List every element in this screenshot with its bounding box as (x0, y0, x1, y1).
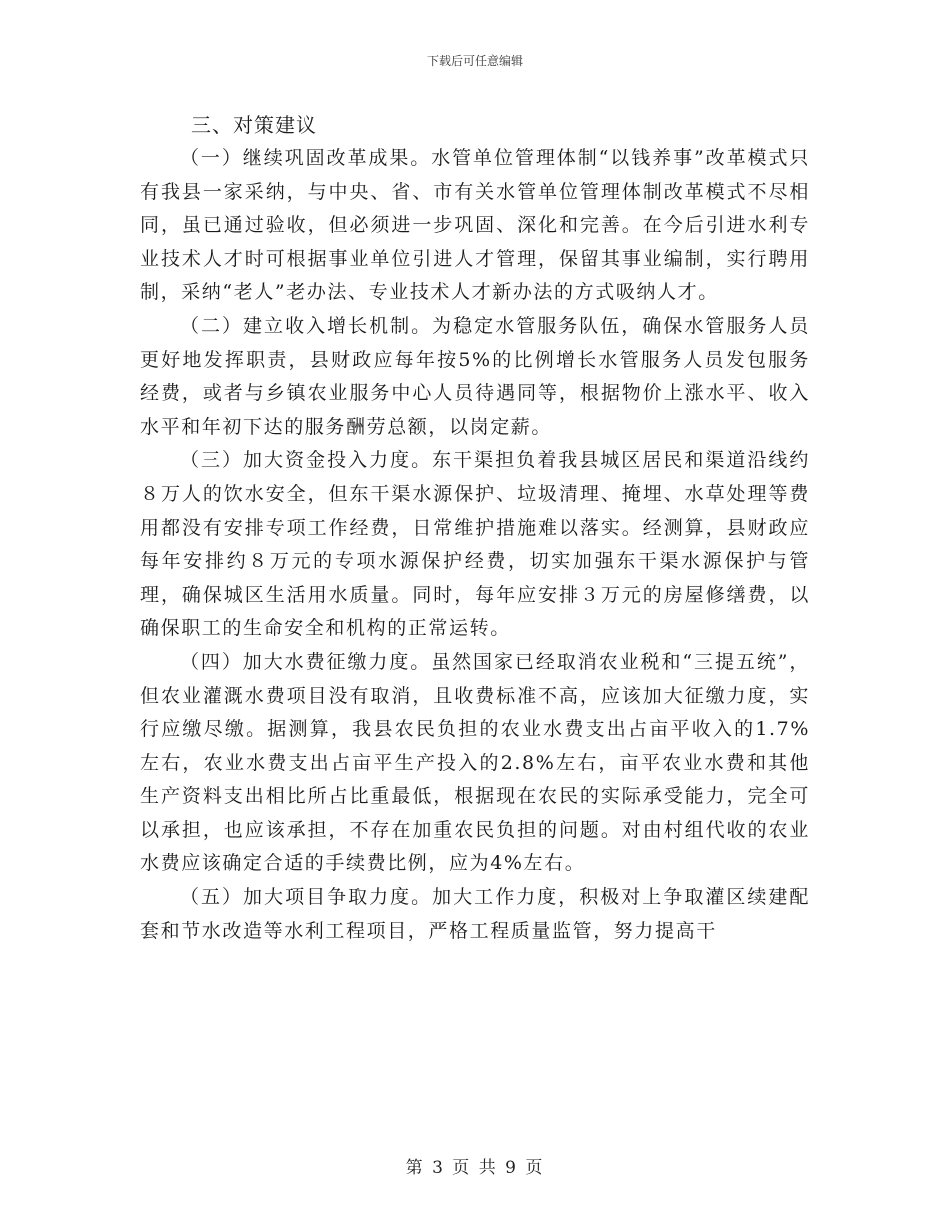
paragraph-2: （二）建立收入增长机制。为稳定水管服务队伍，确保水管服务人员更好地发挥职责，县财政应每年按5%的比例增长水管服务人员发包服务经费，或者与乡镇农业服务中心人员待遇同等，根据物价上涨水平、收入水平和年初下达的服务酬劳总额，以岗定薪。 (140, 314, 810, 438)
paragraph-5: （五）加大项目争取力度。加大工作力度，积极对上争取灌区续建配套和节水改造等水利工程项目，严格工程质量监管，努力提高干 (140, 886, 810, 942)
paragraph-4: （四）加大水费征缴力度。虽然国家已经取消农业税和“三提五统”，但农业灌溉水费项目没有取消，且收费标准不高，应该加大征缴力度，实行应缴尽缴。据测算，我县农民负担的农业水费支出占亩平收入的1.7%左右，农业水费支出占亩平生产投入的2.8%左右，亩平农业水费和其他生产资料支出相比所占比重最低，根据现在农民的实际承受能力，完全可以承担，也应该承担，不存在加重农民负担的问题。对由村组代收的农业水费应该确定合适的手续费比例，应为4%左右。 (140, 650, 810, 875)
header-note: 下载后可任意编辑 (426, 54, 523, 68)
paragraph-3: （三）加大资金投入力度。东干渠担负着我县城区居民和渠道沿线约８万人的饮水安全，但东干渠水源保护、垃圾清理、掩埋、水草处理等费用都没有安排专项工作经费，日常维护措施难以落实。经测算，县财政应每年安排约８万元的专项水源保护经费，切实加强东干渠水源保护与管理，确保城区生活用水质量。同时，每年应安排３万元的房屋修缮费，以确保职工的生命安全和机构的正常运转。 (140, 449, 810, 640)
section-title: 三、对策建议 (191, 113, 317, 137)
document-body (140, 108, 810, 948)
page-number-footer: 第 3 页 共 9 页 (405, 1158, 545, 1178)
paragraph-1: （一）继续巩固改革成果。水管单位管理体制“以钱养事”改革模式只有我县一家采纳，与中央、省、市有关水管单位管理体制改革模式不尽相同，虽已通过验收，但必须进一步巩固、深化和完善。在今后引进水利专业技术人才时可根据事业单位引进人才管理，保留其事业编制，实行聘用制，采纳“老人”老办法、专业技术人才新办法的方式吸纳人才。 (140, 147, 810, 304)
